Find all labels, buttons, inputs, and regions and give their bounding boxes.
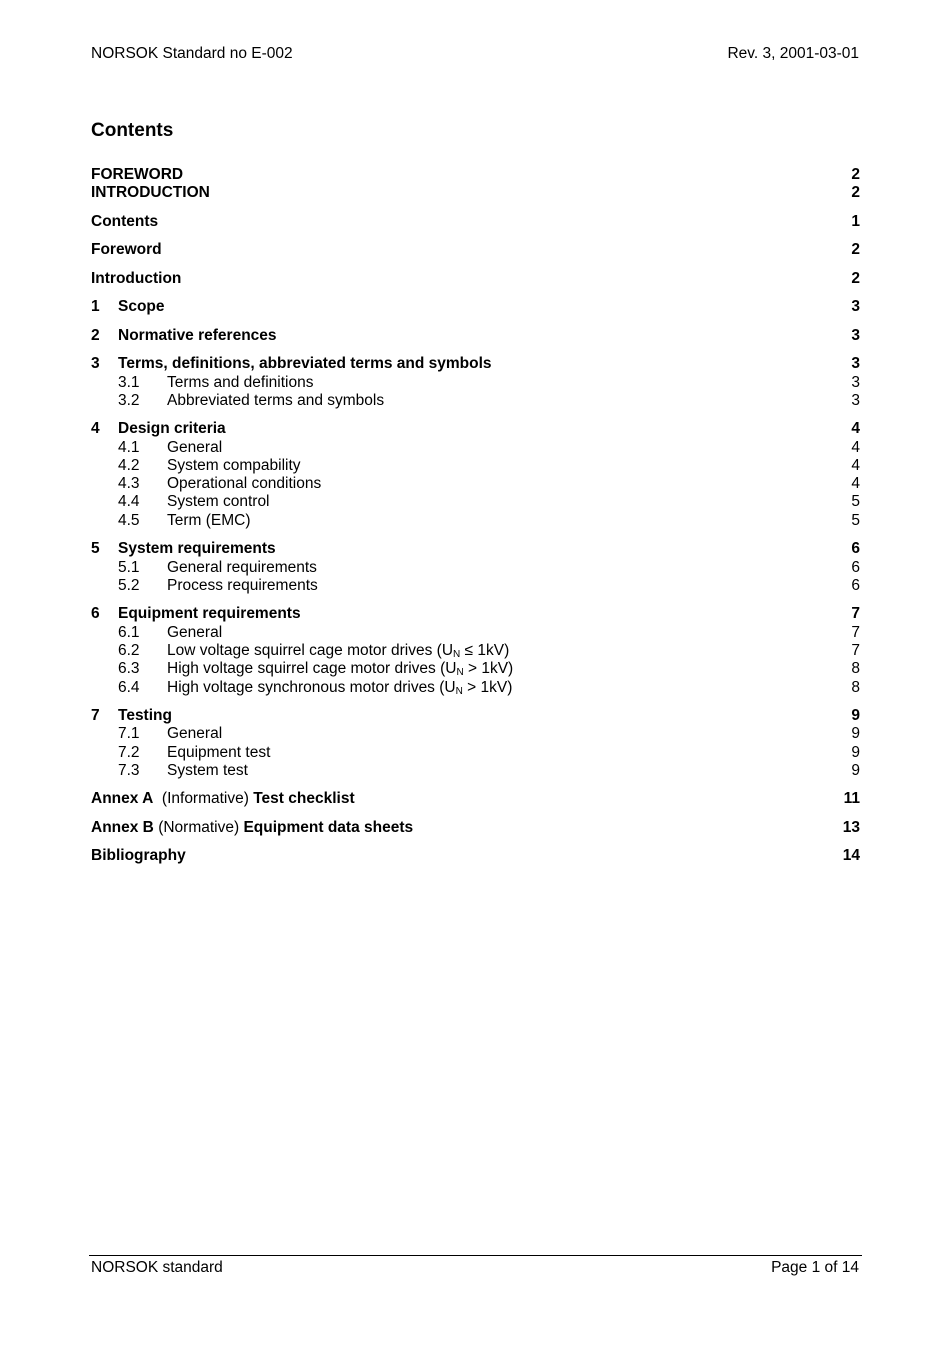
toc-entry-section-3-2[interactable]: [91, 392, 860, 410]
toc-page: 2: [851, 166, 860, 183]
toc-entry-introduction-upper[interactable]: [91, 184, 860, 202]
toc-page: 6: [851, 576, 860, 594]
annex-name: Annex B: [91, 818, 154, 836]
toc-entry-section-3[interactable]: [91, 355, 860, 373]
toc-label: Normative references: [118, 326, 277, 344]
toc-page: 2: [851, 241, 860, 259]
toc-number: 5.2: [118, 576, 140, 594]
toc-number: 4.1: [118, 438, 140, 456]
toc-label: General: [167, 438, 223, 456]
toc-entry-section-6-4[interactable]: [91, 679, 860, 697]
toc-entry-section-6[interactable]: [91, 605, 860, 623]
toc-page: 9: [851, 761, 860, 779]
toc-label: High voltage synchronous motor drives $(U_N > 1kV)$: [167, 678, 513, 697]
toc-entry-section-1[interactable]: [91, 298, 860, 316]
toc-label: Equipment data sheets: [243, 818, 414, 836]
toc-number: 6.3: [118, 660, 140, 678]
toc-entry-section-4-1[interactable]: [91, 439, 860, 457]
page-title: Contents: [91, 120, 174, 141]
toc-entry-foreword[interactable]: [91, 241, 860, 259]
toc-page: 4: [851, 475, 860, 493]
toc-number: 6.2: [118, 641, 140, 659]
toc-page: 3: [851, 326, 860, 344]
toc-number: 4.4: [118, 493, 140, 511]
toc-entry-section-4-4[interactable]: [91, 493, 860, 511]
toc-page: 6: [851, 540, 860, 558]
toc-label: Term (EMC): [167, 511, 251, 529]
toc-entry-section-6-3[interactable]: [91, 660, 860, 678]
toc-entry-section-7-3[interactable]: [91, 762, 860, 780]
toc-number: 7.1: [118, 725, 140, 743]
toc-entry-foreword-upper[interactable]: [91, 166, 860, 184]
toc-entry-section-5-1[interactable]: [91, 559, 860, 577]
footer-page-number: Page 1 of 14: [771, 1259, 859, 1276]
toc-number: 4.2: [118, 456, 140, 474]
toc-entry-section-7-1[interactable]: [91, 725, 860, 743]
toc-page: 7: [851, 641, 860, 659]
footer-divider: [89, 1255, 862, 1256]
toc-number: 7: [91, 707, 100, 724]
toc-number: 1: [91, 298, 100, 316]
toc-page: 9: [851, 707, 860, 724]
toc-entry-annex-b[interactable]: [91, 819, 860, 837]
toc-page: 8: [851, 678, 860, 696]
toc-number: 4.3: [118, 475, 140, 493]
toc-number: 5: [91, 540, 100, 558]
toc-page: 4: [851, 438, 860, 456]
toc-page: 3: [851, 391, 860, 409]
toc-label: General requirements: [167, 558, 317, 576]
toc-page: 9: [851, 743, 860, 761]
toc-page: 4: [851, 456, 860, 474]
toc-page: 13: [842, 818, 860, 836]
toc-label: FOREWORD: [91, 166, 184, 183]
toc-label: System compability: [167, 456, 301, 474]
toc-entry-annex-a[interactable]: [91, 790, 860, 808]
toc-label: General: [167, 725, 223, 743]
toc-page: 4: [851, 420, 860, 438]
toc-label: Foreword: [91, 241, 162, 259]
toc-label: Process requirements: [167, 576, 318, 594]
toc-label: Scope: [118, 298, 165, 316]
toc-entry-section-6-1[interactable]: [91, 624, 860, 642]
toc-label: Equipment requirements: [118, 605, 301, 623]
header-standard-name: NORSOK Standard no E-002: [91, 45, 293, 62]
annex-kind: (Informative): [161, 790, 249, 808]
toc-label: Introduction: [91, 269, 182, 287]
toc-label: High voltage squirrel cage motor drives $(U_N > 1kV)$: [167, 660, 514, 679]
toc-page: 11: [843, 790, 860, 808]
toc-number: 5.1: [118, 558, 140, 576]
toc-label: General: [167, 623, 223, 641]
toc-label: System control: [167, 493, 270, 511]
toc-label: INTRODUCTION: [91, 184, 210, 202]
toc-number: 4: [91, 420, 100, 438]
footer-standard-name: NORSOK standard: [91, 1259, 223, 1276]
toc-label: Bibliography: [91, 847, 186, 865]
toc-label: Operational conditions: [167, 475, 322, 493]
toc-entry-section-5-2[interactable]: [91, 577, 860, 595]
toc-page: 8: [851, 660, 860, 678]
toc-page: 2: [851, 269, 860, 287]
toc-label: Terms and definitions: [167, 373, 314, 391]
toc-number: 2: [91, 326, 100, 344]
toc-number: 7.2: [118, 743, 140, 761]
toc-entry-section-4-3[interactable]: [91, 475, 860, 493]
toc-entry-section-7[interactable]: [91, 707, 860, 725]
toc-page: 1: [851, 212, 860, 230]
toc-page: 3: [851, 355, 860, 373]
toc-page: 3: [851, 298, 860, 316]
toc-number: 6.1: [118, 623, 140, 641]
toc-label: System test: [167, 761, 248, 779]
toc-entry-section-3-1[interactable]: [91, 374, 860, 392]
toc-number: 4.5: [118, 511, 140, 529]
toc-number: 6: [91, 605, 100, 623]
toc-number: 3: [91, 355, 100, 373]
annex-kind: (Normative): [158, 818, 240, 836]
annex-name: Annex A: [91, 790, 154, 808]
toc-label: Design criteria: [118, 420, 226, 438]
toc-label: Terms, definitions, abbreviated terms and symbols: [118, 355, 492, 373]
toc-entry-section-4-5[interactable]: [91, 512, 860, 530]
toc-label: System requirements: [118, 540, 276, 558]
toc-label: Equipment test: [167, 743, 271, 761]
toc-entry-section-7-2[interactable]: [91, 744, 860, 762]
toc-entry-section-5[interactable]: [91, 540, 860, 558]
toc-entry-contents[interactable]: [91, 213, 860, 231]
header-revision: Rev. 3, 2001-03-01: [727, 45, 859, 62]
toc-page: 5: [851, 493, 860, 511]
toc-page: 7: [851, 623, 860, 641]
toc-label: Contents: [91, 212, 159, 230]
toc-entry-introduction[interactable]: [91, 270, 860, 288]
table-of-contents: [91, 166, 860, 866]
toc-entry-section-2[interactable]: [91, 327, 860, 345]
toc-page: 2: [851, 184, 860, 202]
toc-entry-section-4[interactable]: [91, 420, 860, 438]
toc-page: 7: [851, 605, 860, 623]
toc-page: 9: [851, 725, 860, 743]
toc-label: Testing: [118, 707, 172, 724]
toc-page: 3: [851, 373, 860, 391]
toc-page: 6: [851, 558, 860, 576]
toc-number: 6.4: [118, 678, 140, 696]
toc-entry-bibliography[interactable]: [91, 847, 860, 865]
toc-label: Low voltage squirrel cage motor drives $(U_N \le 1kV)$: [167, 641, 510, 660]
toc-number: 7.3: [118, 761, 140, 779]
toc-number: 3.2: [118, 391, 140, 409]
toc-number: 3.1: [118, 373, 140, 391]
toc-entry-section-4-2[interactable]: [91, 457, 860, 475]
toc-page: 14: [842, 847, 860, 865]
toc-page: 5: [851, 511, 860, 529]
toc-label: Test checklist: [253, 790, 355, 808]
toc-entry-section-6-2[interactable]: [91, 642, 860, 660]
toc-label: Abbreviated terms and symbols: [167, 391, 385, 409]
